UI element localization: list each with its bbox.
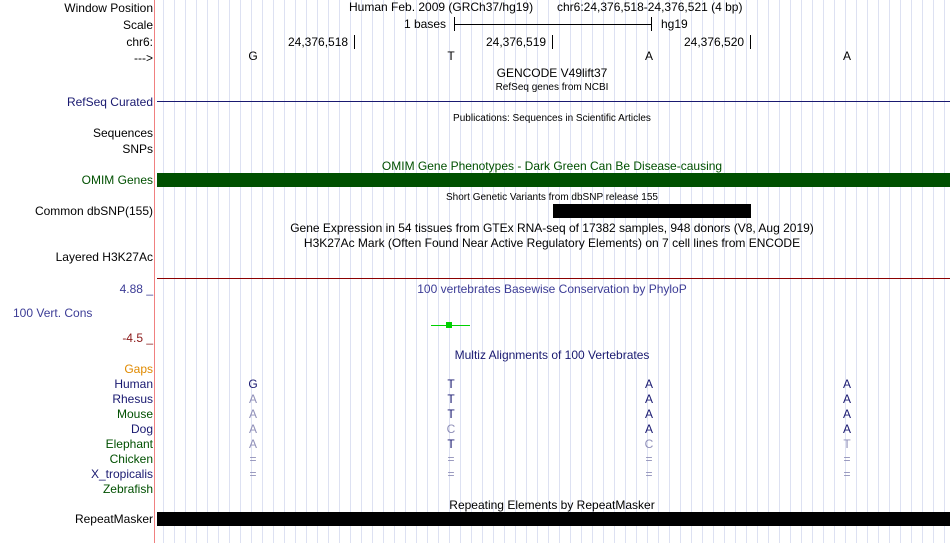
scale-db: hg19 — [661, 17, 688, 31]
grid-line — [702, 0, 703, 543]
grid-line — [405, 0, 406, 543]
chrom-label: chr6: — [126, 35, 153, 49]
grid-line — [339, 0, 340, 543]
grid-line — [284, 0, 285, 543]
grid-line — [691, 0, 692, 543]
scale-text: 1 bases — [404, 17, 447, 31]
grid-line — [262, 0, 263, 543]
phylop-track-title[interactable]: 100 vertebrates Basewise Conservation by PhyloP — [417, 282, 687, 296]
assembly-name: Human Feb. 2009 (GRCh37/hg19) — [349, 0, 534, 14]
grid-line — [900, 0, 901, 543]
grid-line — [185, 0, 186, 543]
repeatmasker-bar[interactable] — [157, 512, 950, 526]
alignment-base: T — [447, 392, 455, 406]
window-position-value: chr6:24,376,518-24,376,521 (4 bp) — [557, 0, 743, 14]
grid-line — [240, 0, 241, 543]
grid-line — [273, 0, 274, 543]
grid-line — [790, 0, 791, 543]
gencode-track-title[interactable]: GENCODE V49lift37 — [496, 66, 608, 80]
grid-line — [636, 0, 637, 543]
grid-line — [416, 0, 417, 543]
grid-line — [361, 0, 362, 543]
alignment-base: T — [843, 437, 851, 451]
coord-1: 24,376,518 — [288, 35, 349, 49]
h3k27ac-track-title[interactable]: H3K27Ac Mark (Often Found Near Active Regulatory Elements) on 7 cell lines from ENCODE — [303, 236, 801, 250]
grid-line — [427, 0, 428, 543]
grid-line — [218, 0, 219, 543]
sequences-label[interactable]: Sequences — [92, 126, 153, 140]
alignment-base: A — [644, 407, 653, 421]
species-label[interactable]: Dog — [130, 422, 153, 436]
species-label[interactable]: Human — [114, 377, 153, 391]
alignment-base: A — [842, 392, 851, 406]
phylop-min-value: -4.5 _ — [122, 331, 153, 345]
multiz-track-title[interactable]: Multiz Alignments of 100 Vertebrates — [454, 348, 650, 362]
grid-line — [933, 0, 934, 543]
alignment-base: = — [249, 452, 257, 466]
strand-label: ---> — [134, 51, 153, 65]
alignment-base: A — [248, 407, 257, 421]
coord-3: 24,376,520 — [684, 35, 745, 49]
grid-line — [834, 0, 835, 543]
coord-tick-3 — [750, 35, 751, 49]
scale-bar — [454, 24, 651, 25]
refseq-gene-line[interactable] — [157, 101, 950, 102]
gaps-label[interactable]: Gaps — [124, 362, 153, 376]
grid-line — [735, 0, 736, 543]
grid-line — [812, 0, 813, 543]
grid-line — [922, 0, 923, 543]
alignment-base: A — [248, 422, 257, 436]
grid-line — [614, 0, 615, 543]
grid-line — [889, 0, 890, 543]
omim-gene-bar[interactable] — [157, 173, 950, 187]
snps-label[interactable]: SNPs — [122, 142, 153, 156]
grid-line — [460, 0, 461, 543]
alignment-base: = — [843, 452, 851, 466]
grid-line — [482, 0, 483, 543]
track-separator — [157, 278, 950, 279]
grid-line — [856, 0, 857, 543]
grid-line — [878, 0, 879, 543]
grid-line — [372, 0, 373, 543]
grid-line — [163, 0, 164, 543]
ref-base-4: A — [842, 49, 851, 63]
species-label[interactable]: X_tropicalis — [90, 467, 153, 481]
grid-line — [911, 0, 912, 543]
h3k27ac-label[interactable]: Layered H3K27Ac — [55, 250, 153, 264]
publications-track-title[interactable]: Publications: Sequences in Scientific Articles — [453, 113, 651, 124]
grid-line — [207, 0, 208, 543]
grid-line — [394, 0, 395, 543]
gtex-track-title[interactable]: Gene Expression in 54 tissues from GTEx RNA-seq of 17382 samples, 948 donors (V8, Aug 2019) — [290, 221, 814, 235]
alignment-base: A — [842, 422, 851, 436]
alignment-base: = — [645, 452, 653, 466]
phylop-max-value: 4.88 _ — [119, 282, 153, 296]
alignment-base: = — [645, 467, 653, 481]
alignment-base: T — [447, 377, 455, 391]
alignment-base: A — [644, 392, 653, 406]
window-position-label: Window Position — [64, 1, 153, 15]
grid-line — [350, 0, 351, 543]
repeatmasker-track-title[interactable]: Repeating Elements by RepeatMasker — [449, 498, 655, 512]
grid-line — [174, 0, 175, 543]
coord-tick-1 — [354, 35, 355, 49]
coord-2: 24,376,519 — [486, 35, 547, 49]
scale-bar-right-tick — [651, 17, 652, 31]
grid-line — [768, 0, 769, 543]
alignment-base: A — [644, 377, 653, 391]
grid-line — [669, 0, 670, 543]
coord-tick-2 — [552, 35, 553, 49]
grid-line — [383, 0, 384, 543]
alignment-base: = — [447, 452, 455, 466]
alignment-base: G — [248, 377, 258, 391]
grid-line — [493, 0, 494, 543]
grid-line — [295, 0, 296, 543]
alignment-base: = — [447, 467, 455, 481]
ref-base-2: T — [447, 49, 455, 63]
dbsnp-track-title[interactable]: Short Genetic Variants from dbSNP release 155 — [446, 192, 658, 203]
grid-line — [317, 0, 318, 543]
alignment-base: A — [644, 422, 653, 436]
alignment-base: T — [447, 437, 455, 451]
dbsnp-label[interactable]: Common dbSNP(155) — [34, 204, 153, 218]
alignment-base: A — [248, 437, 257, 451]
alignment-base: = — [843, 467, 851, 481]
grid-line — [229, 0, 230, 543]
grid-line — [196, 0, 197, 543]
grid-line — [625, 0, 626, 543]
grid-line — [306, 0, 307, 543]
label-divider — [154, 0, 155, 543]
phylop-label[interactable]: 100 Vert. Cons — [13, 306, 93, 320]
grid-line — [328, 0, 329, 543]
grid-line — [867, 0, 868, 543]
species-label[interactable]: Elephant — [105, 437, 153, 451]
grid-line — [757, 0, 758, 543]
grid-line — [658, 0, 659, 543]
grid-line — [746, 0, 747, 543]
grid-line — [823, 0, 824, 543]
alignment-base: A — [248, 392, 257, 406]
grid-line — [438, 0, 439, 543]
omim-genes-label[interactable]: OMIM Genes — [81, 173, 153, 187]
grid-line — [680, 0, 681, 543]
alignment-base: C — [644, 437, 654, 451]
refseq-curated-label[interactable]: RefSeq Curated — [66, 95, 153, 109]
dbsnp-variant-bar[interactable] — [553, 204, 751, 218]
alignment-base: = — [249, 467, 257, 481]
grid-line — [724, 0, 725, 543]
repeatmasker-label[interactable]: RepeatMasker — [74, 512, 153, 526]
grid-line — [944, 0, 945, 543]
species-label[interactable]: Mouse — [116, 407, 153, 421]
alignment-base: A — [842, 377, 851, 391]
omim-track-title[interactable]: OMIM Gene Phenotypes - Dark Green Can Be Disease-causing — [381, 159, 723, 173]
phylop-signal-point — [446, 322, 452, 328]
species-label[interactable]: Rhesus — [112, 392, 153, 406]
refseq-track-subtitle[interactable]: RefSeq genes from NCBI — [495, 82, 609, 93]
ref-base-1: G — [248, 49, 258, 63]
grid-line — [471, 0, 472, 543]
grid-line — [713, 0, 714, 543]
grid-line — [779, 0, 780, 543]
species-label[interactable]: Chicken — [109, 452, 153, 466]
grid-line — [801, 0, 802, 543]
alignment-base: C — [446, 422, 456, 436]
scale-label: Scale — [122, 18, 153, 32]
alignment-base: A — [842, 407, 851, 421]
alignment-base: T — [447, 407, 455, 421]
species-label[interactable]: Zebrafish — [102, 482, 153, 496]
ref-base-3: A — [644, 49, 653, 63]
